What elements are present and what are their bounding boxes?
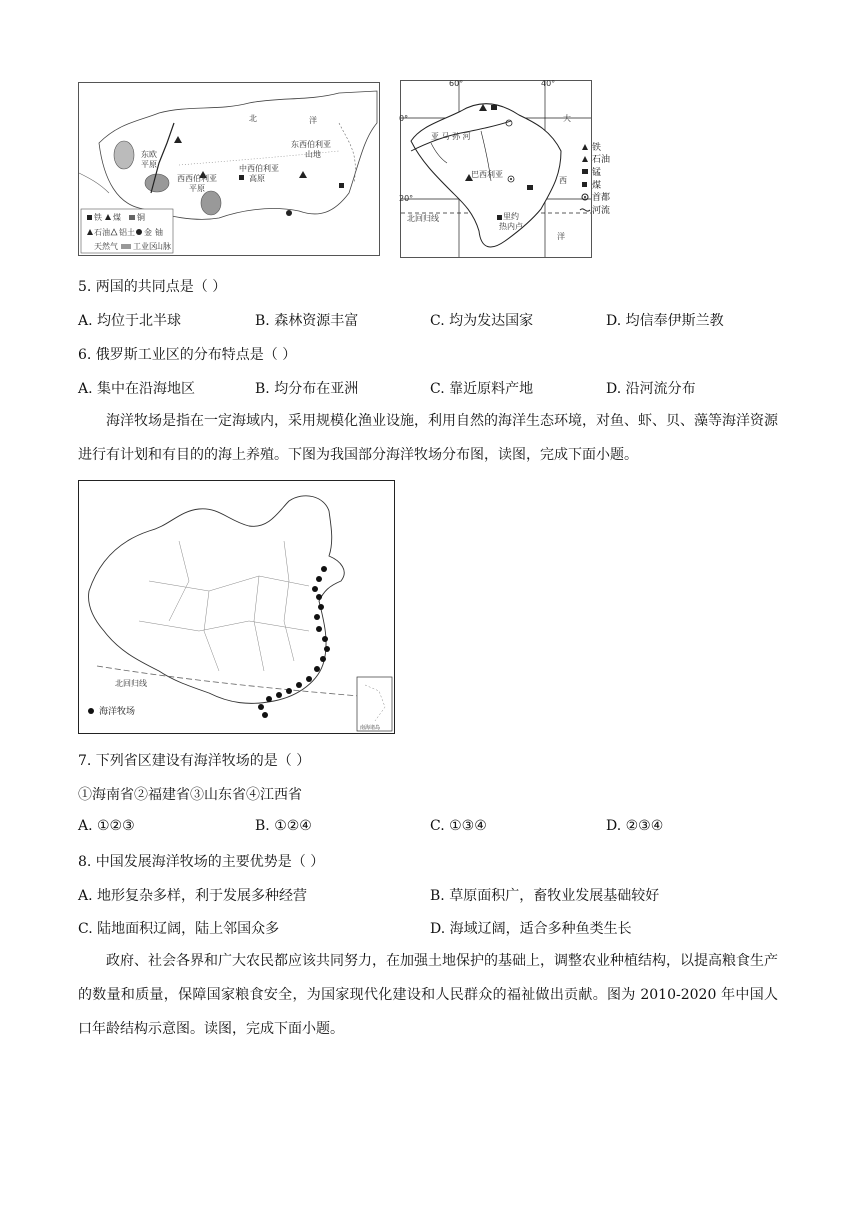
q6-option-a[interactable]: A. 集中在沿海地区 [78, 381, 196, 397]
china-inset-label: 南海诸岛 [360, 725, 381, 731]
q8-option-d[interactable]: D. 海域辽阔，适合多种鱼类生长 [430, 921, 632, 937]
south-china-sea-inset [357, 677, 392, 731]
brazil-legend-iron: 铁 [592, 143, 602, 153]
svg-text:金: 金 [144, 228, 152, 237]
russia-label-west-siberia: 西西伯利亚 [177, 174, 217, 183]
brazil-label-atlantic-1: 大 [563, 114, 571, 123]
russia-label-ocean: 洋 [309, 116, 317, 125]
svg-text:山脉: 山脉 [155, 242, 171, 251]
q7-option-c[interactable]: C. ①③④ [430, 818, 487, 834]
svg-text:平原: 平原 [141, 160, 157, 169]
svg-text:铜: 铜 [137, 213, 145, 222]
brazil-legend-oil: 石油 [592, 155, 611, 165]
q6-stem: 6. 俄罗斯工业区的分布特点是（ ） [78, 347, 297, 363]
brazil-label-amazon: 亚 马 孙 河 [431, 132, 471, 141]
russia-map-svg [79, 83, 379, 255]
q7-option-d[interactable]: D. ②③④ [606, 818, 664, 834]
russia-label-north: 北 [249, 114, 257, 123]
passage-food-security: 政府、社会各界和广大农民都应该共同努力，在加强土地保护的基础上，调整农业种植结构，以提高粮食生产的数量和质量，保障国家粮食安全，为国家现代化建设和人民群众的福祉做出贡献。图为 2010-2020 年中国人口年龄结构示意图。读图，完成下面小题。 [78, 953, 778, 1037]
q5-option-c[interactable]: C. 均为发达国家 [430, 313, 534, 329]
svg-text:平原: 平原 [189, 184, 205, 193]
brazil-label-brasilia: 巴西利亚 [471, 170, 503, 179]
russia-map [78, 82, 380, 256]
brazil-legend [580, 140, 620, 230]
brazil-label-tropic: 北回归线 [407, 214, 439, 223]
svg-text:工业区: 工业区 [133, 242, 157, 251]
svg-text:山地: 山地 [305, 150, 321, 159]
svg-text:高原: 高原 [249, 174, 265, 183]
q7-stem: 7. 下列省区建设有海洋牧场的是（ ） [78, 753, 311, 769]
passage-marine-ranching: 海洋牧场是指在一定海域内，采用规模化渔业设施，利用自然的海洋生态环境，对鱼、虾、贝、藻等海洋资源进行有计划和有目的的海上养殖。下图为我国部分海洋牧场分布图，读图，完成下面小题。 [78, 413, 778, 463]
russia-label-central-siberia: 中西伯利亚 [239, 164, 279, 173]
q8-option-a[interactable]: A. 地形复杂多样，利于发展多种经营 [78, 888, 308, 904]
brazil-label-atlantic-3: 洋 [557, 232, 565, 241]
svg-text:石油: 石油 [94, 228, 110, 237]
q5-option-d[interactable]: D. 均信奉伊斯兰教 [606, 313, 724, 329]
brazil-label-rio-2: 热内卢 [499, 222, 523, 231]
brazil-legend-coal: 煤 [592, 181, 602, 191]
brazil-map-svg [401, 81, 591, 257]
q8-option-b[interactable]: B. 草原面积广，畜牧业发展基础较好 [430, 888, 660, 904]
china-map-svg [79, 481, 394, 733]
q6-option-d[interactable]: D. 沿河流分布 [606, 381, 696, 397]
brazil-lat-0: 0° [399, 114, 409, 123]
svg-text:天然气: 天然气 [94, 242, 118, 251]
svg-text:铝土: 铝土 [119, 228, 135, 237]
brazil-lon-40: 40° [541, 79, 556, 88]
brazil-legend-river: 河流 [592, 206, 611, 216]
q8-option-c[interactable]: C. 陆地面积辽阔，陆上邻国众多 [78, 921, 280, 937]
svg-text:铀: 铀 [155, 228, 163, 237]
q7-option-b[interactable]: B. ①②④ [255, 818, 312, 834]
q8-stem: 8. 中国发展海洋牧场的主要优势是（ ） [78, 854, 325, 870]
q6-option-b[interactable]: B. 均分布在亚洲 [255, 381, 359, 397]
brazil-map [400, 80, 592, 258]
russia-label-east-siberia: 东西伯利亚 [291, 140, 331, 149]
q5-option-a[interactable]: A. 均位于北半球 [78, 313, 182, 329]
brazil-lat-20: 20° [399, 194, 414, 203]
q5-option-b[interactable]: B. 森林资源丰富 [255, 313, 359, 329]
brazil-legend-capital: 首都 [592, 193, 611, 203]
brazil-label-rio-1: 里约 [503, 212, 519, 221]
q5-stem: 5. 两国的共同点是（ ） [78, 279, 227, 295]
brazil-legend-manganese: 锰 [592, 168, 602, 178]
china-label-tropic: 北回归线 [115, 679, 147, 688]
q7-sub-items: ①海南省②福建省③山东省④江西省 [78, 787, 302, 803]
svg-text:铁: 铁 [94, 213, 102, 222]
brazil-lon-60: 60° [449, 79, 464, 88]
q6-option-c[interactable]: C. 靠近原料产地 [430, 381, 534, 397]
china-map [78, 480, 395, 734]
brazil-label-atlantic-2: 西 [559, 176, 567, 185]
q7-option-a[interactable]: A. ①②③ [78, 818, 135, 834]
china-legend-marine-ranch: 海洋牧场 [99, 707, 136, 717]
russia-label-east-europe: 东欧 [141, 150, 157, 159]
svg-text:煤: 煤 [113, 213, 121, 222]
